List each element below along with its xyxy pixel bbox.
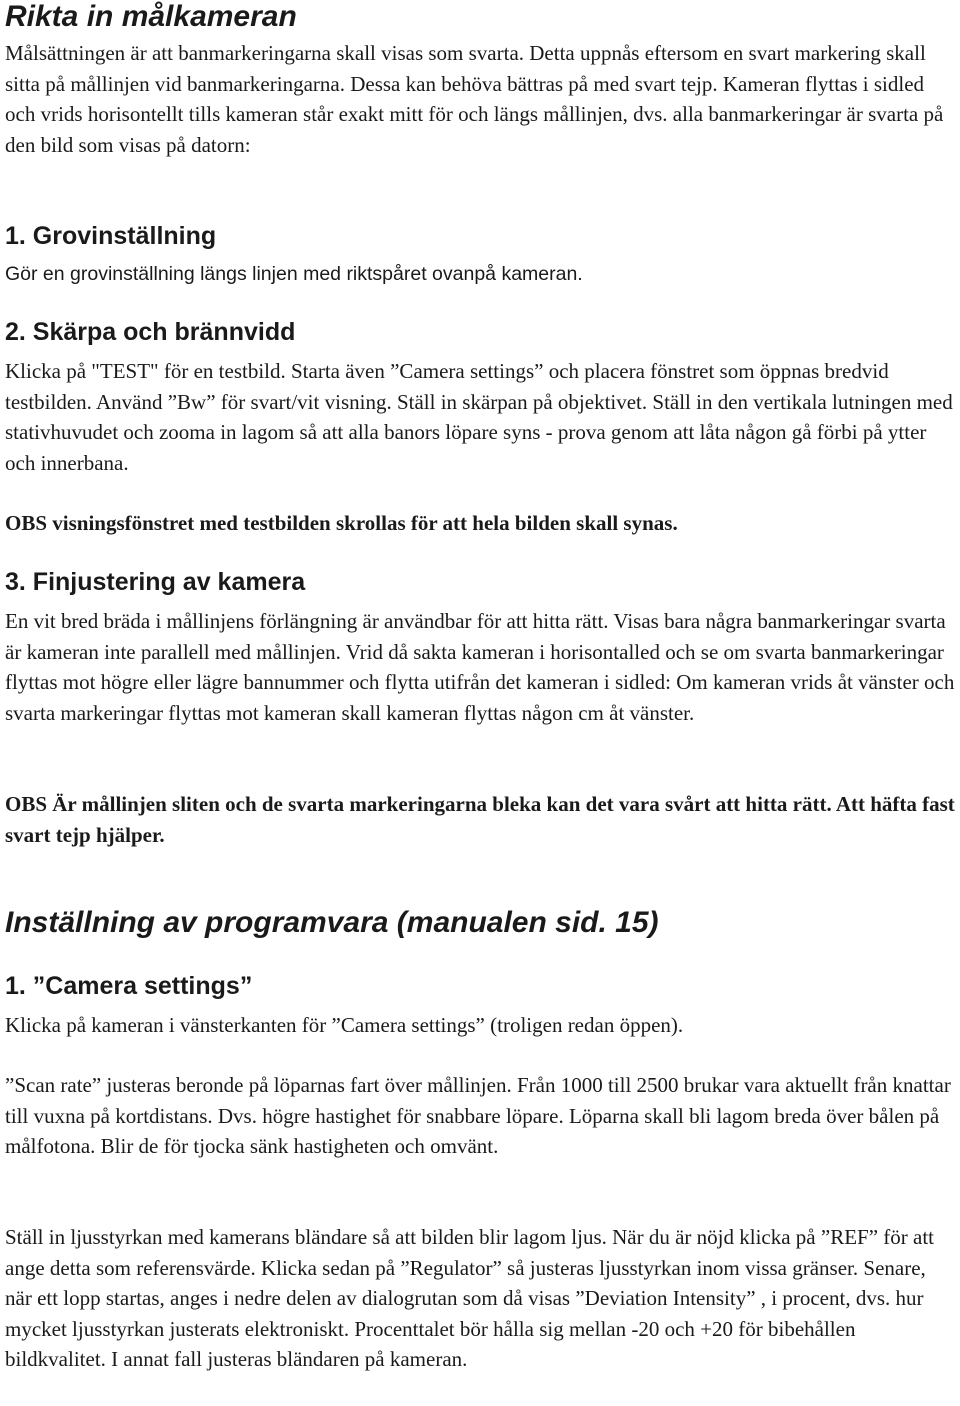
camera-settings-text: Klicka på kameran i vänsterkanten för ”Camera settings” (troligen redan öppen). [5,1013,684,1037]
step3-note: OBS Är mållinjen sliten och de svarta markeringarna bleka kan det vara svårt att hitta rätt. Att häfta fast svart tejp hjälper. [5,792,955,847]
intro-paragraph: Målsättningen är att banmarkeringarna skall visas som svarta. Detta uppnås eftersom en svart markering skall sitta på mållinjen vid banmarkeringarna. Dessa kan behöva bättras på med svart tejp. Kameran flyttas i sidled och vrids horisontellt tills kameran står exakt mitt för och längs mållinjen, dvs. alla banmarkeringar är svarta på den bild som visas på datorn: [5,41,944,157]
step3-heading: 3. Finjustering av kamera [5,568,306,596]
step2-text: Klicka på "TEST" för en testbild. Starta även ”Camera settings” och placera fönstret som öppnas bredvid testbilden. Använd ”Bw” för svart/vit visning. Ställ in skärpan på objektivet. Ställ in den vertikala lutningen med stativhuvudet och zooma in lagom så att alla banors löpare syns - prova genom att låta någon gå förbi på ytter och innerbana. [5,359,953,475]
step1-text: Gör en grovinställning längs linjen med riktspåret ovanpå kameran. [5,263,583,285]
scan-rate-paragraph: ”Scan rate” justeras beronde på löparnas fart över mållinjen. Från 1000 till 2500 brukar vara aktuellt från knattar till vuxna på kortdistans. Dvs. högre hastighet för snabbare löpare. Löparna skall bli lagom breda över bålen på målfotona. Blir de för tjocka sänk hastigheten och omvänt. [5,1073,951,1158]
camera-settings-heading: 1. ”Camera settings” [5,972,253,1000]
light-paragraph: Ställ in ljusstyrkan med kamerans bländare så att bilden blir lagom ljus. När du är nöjd klicka på ”REF” för att ange detta som referensvärde. Klicka sedan på ”Regulator” så justeras ljusstyrkan inom vissa gränser. Senare, när ett lopp startas, anges i nedre delen av dialogrutan som då visas ”Deviation Intensity” , i procent, dvs. hur mycket ljusstyrkan justerats elektroniskt. Procenttalet bör hålla sig mellan -20 och +20 för bibehållen bildkvalitet. I annat fall justeras bländaren på kameran. [5,1225,935,1371]
section-title-rikta: Rikta in målkameran [5,0,297,33]
section-title-programvara: Inställning av programvara (manualen sid. 15) [5,906,659,939]
step1-heading: 1. Grovinställning [5,222,217,250]
step2-note: OBS visningsfönstret med testbilden skrollas för att hela bilden skall synas. [5,511,678,535]
step3-text: En vit bred bräda i mållinjens förlängning är användbar för att hitta rätt. Visas bara några banmarkeringar svarta är kameran inte parallell med mållinjen. Vrid då sakta kameran i horisontalled och se om svarta banmarkeringar flyttas mot högre eller lägre bannummer och flytta utifrån det kameran i sidled: Om kameran vrids åt vänster och svarta markeringar flyttas mot kameran skall kameran flyttas någon cm åt vänster. [5,609,955,725]
step2-heading: 2. Skärpa och brännvidd [5,318,296,346]
